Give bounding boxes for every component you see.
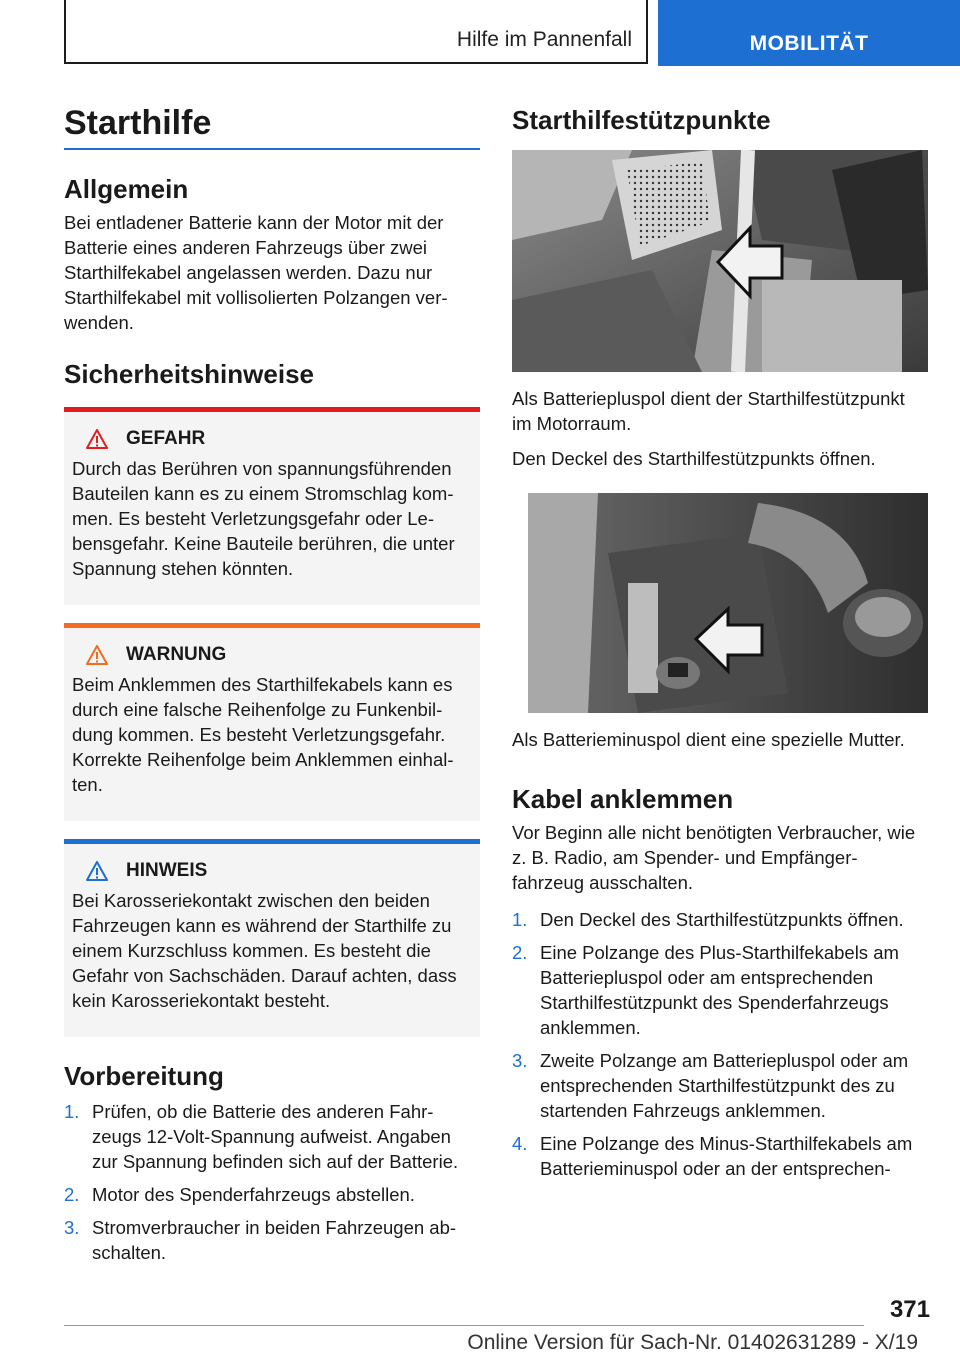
chapter-tab [658,0,960,66]
caption-open-cover: Den Deckel des Starthilfestützpunkts öffnen. [512,448,876,469]
warning-triangle-icon [86,429,108,449]
cable-intro: Vor Beginn alle nicht benötigten Verbraucher, wie z. B. Radio, am Spender- und Empfänger-fahrzeug ausschalten. [512,822,916,893]
footer-rule [64,1325,864,1326]
safety-heading: Sicherheitshinweise [64,359,314,389]
danger-title [72,428,472,450]
notice-label: HINWEIS [126,860,208,881]
list-item: 2. Motor des Spenderfahrzeugs abstellen. [64,1184,415,1205]
list-item: 3. Stromverbraucher in beiden Fahrzeugen ab-schalten. [64,1217,457,1263]
cable-steps [512,907,928,1181]
left-column [64,100,480,1273]
danger-text: Durch das Berühren von spannungsführenden Bauteilen kann es zu einem Stromschlag kom-men. Es besteht Verletzungsgefahr oder Le-bensgefahr. Keine Bauteile berühren, die unter Spannung stehen könnten. [72,458,455,579]
caption-plus: Als Batteriepluspol dient der Starthilfestützpunkt im Motorraum. [512,388,905,434]
general-heading: Allgemein [64,174,189,204]
prep-heading: Vorbereitung [64,1061,224,1091]
list-item: 1. Den Deckel des Starthilfestützpunkts öffnen. [512,909,904,930]
warning-triangle-icon [86,645,108,665]
engine-bay-photo-minus [528,493,928,713]
prep-steps [64,1099,480,1265]
page-title: Starthilfe [64,104,212,142]
notice-box [64,839,480,1037]
list-item: 2. Eine Polzange des Plus-Starthilfekabels am Batteriepluspol oder am entsprechenden Starthilfestützpunkt des Spenderfahrzeugs anklemmen. [512,942,899,1038]
points-heading: Starthilfestützpunkte [512,105,771,135]
footer-text: Online Version für Sach-Nr. 01402631289 - X/19 [467,1331,918,1354]
section-tab [64,0,648,64]
warning-triangle-icon [86,861,108,881]
caption-minus: Als Batterieminuspol dient eine spezielle Mutter. [512,729,905,750]
list-item: 1. Prüfen, ob die Batterie des anderen Fahr-zeugs 12-Volt-Spannung aufweist. Angaben zur Spannung befinden sich auf der Batterie. [64,1101,459,1172]
right-column [512,100,928,1189]
list-item: 4. Eine Polzange des Minus-Starthilfekabels am Batterieminuspol oder an der entsprechen- [512,1133,913,1179]
list-item: 3. Zweite Polzange am Batteriepluspol oder am entsprechenden Starthilfestützpunkt des zu startenden Fahrzeugs anklemmen. [512,1050,909,1121]
warning-text: Beim Anklemmen des Starthilfekabels kann es durch eine falsche Reihenfolge zu Funkenbil-dung kommen. Es besteht Verletzungsgefahr. Korrekte Reihenfolge beim Anklemmen einhal-ten. [72,674,454,795]
notice-title [72,860,472,882]
engine-bay-photo-plus [512,150,928,372]
warning-label: WARNUNG [126,644,227,665]
warning-title [72,644,472,666]
danger-box [64,407,480,605]
cable-heading: Kabel anklemmen [512,784,734,814]
general-text: Bei entladener Batterie kann der Motor mit der Batterie eines anderen Fahrzeugs über zwei Starthilfekabel angelassen werden. Dazu nur Starthilfekabel mit vollisolierten Polzangen ver-wenden. [64,212,448,333]
section-title: Hilfe im Pannenfall [456,28,632,51]
notice-text: Bei Karosseriekontakt zwischen den beiden Fahrzeugen kann es während der Starthilfe zu einem Kurzschluss kommen. Es besteht die Gefahr von Sachschäden. Darauf achten, dass kein Karosseriekontakt besteht. [72,890,457,1011]
page-header [64,0,960,66]
danger-label: GEFAHR [126,428,206,449]
warning-box [64,623,480,821]
page-number: 371 [889,1296,930,1323]
title-rule [64,148,480,150]
chapter-title: MOBILITÄT [749,32,869,55]
